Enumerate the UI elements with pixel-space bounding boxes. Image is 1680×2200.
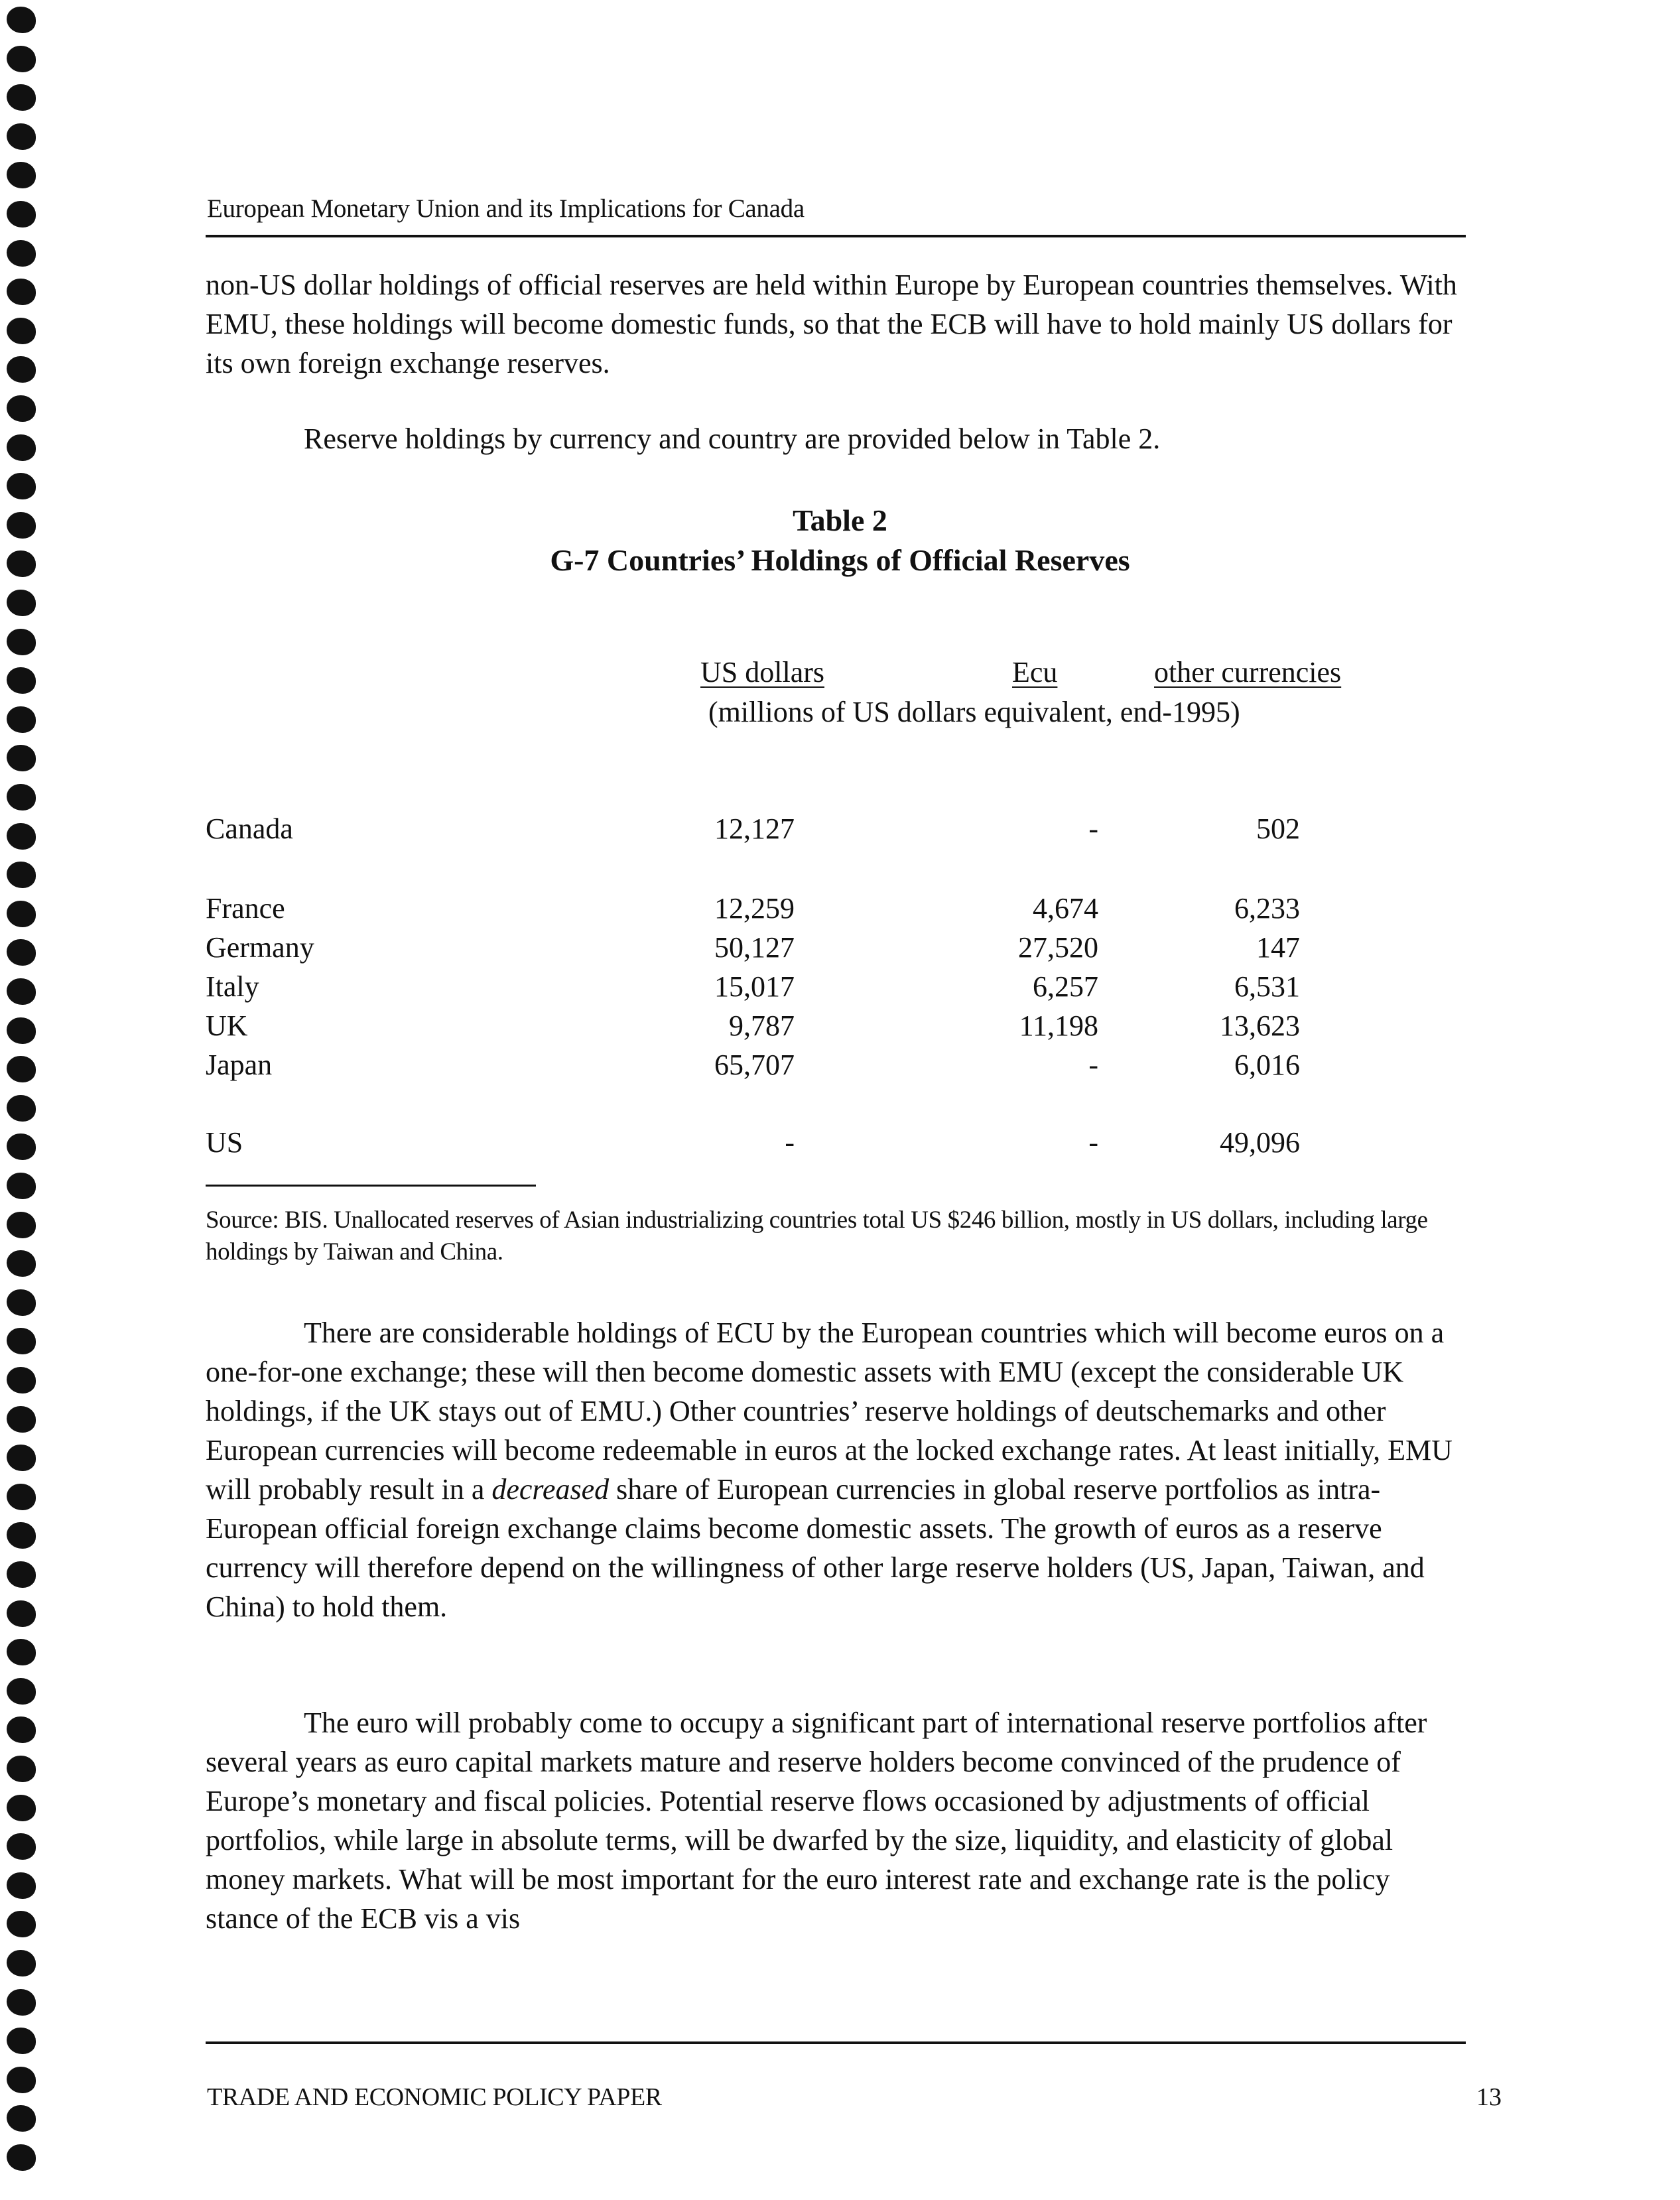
binding-hole [7, 395, 36, 422]
country-name: Italy [206, 970, 259, 1003]
column-header-us-dollars: US dollars [700, 656, 824, 688]
running-title: European Monetary Union and its Implications for Canada [207, 194, 805, 223]
ecu-value: 4,674 [1033, 892, 1098, 925]
usd-value: 12,127 [714, 812, 795, 845]
other-value: 13,623 [1220, 1009, 1300, 1042]
table-row [0, 891, 1680, 930]
usd-value: - [785, 1126, 795, 1159]
binding-hole [7, 745, 36, 771]
ecu-value: - [1088, 1126, 1098, 1159]
paragraph-euro-reserves [206, 1703, 1466, 1938]
usd-value: 12,259 [714, 892, 795, 925]
binding-hole [7, 1795, 36, 1821]
binding-hole [7, 1600, 36, 1627]
table-title: G-7 Countries’ Holdings of Official Reserves [550, 543, 1130, 577]
binding-hole [7, 706, 36, 733]
paragraph-text: The euro will probably come to occupy a significant part of international reserve portfolios after several years as euro capital markets mature and reserve holders become convinced of the prudence of Europe’s monetary and fiscal policies. Potential reserve flows occasioned by adjustments of official portfolios, while large in absolute terms, will be dwarfed by the size, liquidity, and elasticity of global money markets. What will be most important for the euro interest rate and exchange rate is the policy stance of the ECB vis a vis [206, 1707, 1427, 1935]
other-value: 502 [1256, 812, 1300, 845]
table-row [0, 1009, 1680, 1047]
binding-hole [7, 162, 36, 188]
binding-hole [7, 1250, 36, 1277]
binding-hole [7, 1950, 36, 1976]
binding-hole [7, 667, 36, 694]
binding-hole [7, 356, 36, 383]
usd-value: 65,707 [714, 1049, 795, 1081]
binding-hole [7, 1872, 36, 1899]
binding-hole [7, 279, 36, 305]
binding-hole [7, 1367, 36, 1393]
binding-hole [7, 318, 36, 344]
binding-hole [7, 1911, 36, 1937]
ecu-value: 6,257 [1033, 970, 1098, 1003]
binding-hole [7, 1212, 36, 1238]
usd-value: 9,787 [729, 1009, 795, 1042]
binding-hole [7, 2067, 36, 2093]
country-name: Japan [206, 1049, 273, 1081]
binding-hole [7, 1833, 36, 1860]
binding-hole [7, 862, 36, 888]
country-name: UK [206, 1009, 248, 1042]
country-name: US [206, 1126, 243, 1159]
ecu-value: 27,520 [1018, 931, 1098, 964]
table-row [0, 1048, 1680, 1086]
page-number: 13 [1476, 2083, 1502, 2111]
binding-hole [7, 1716, 36, 1743]
column-header-other-currencies: other currencies [1154, 656, 1342, 688]
binding-hole [7, 473, 36, 499]
table-row [0, 931, 1680, 969]
spiral-binding [4, 0, 44, 2200]
binding-hole [7, 434, 36, 461]
paragraph-text-a: There are considerable holdings of ECU by the European countries which will become euros on a one-for-one exchange; these will then become domestic assets with EMU (except the considerable UK holdings, if the UK stays out of EMU.) Other countries’ reserve holdings of deutschemarks and other European currencies will become redeemable in euros at the locked exchange rates. At least initially, EMU will probably result in a [206, 1317, 1453, 1506]
binding-hole [7, 1445, 36, 1471]
usd-value: 50,127 [714, 931, 795, 964]
binding-hole [7, 2105, 36, 2132]
ecu-value: - [1088, 1049, 1098, 1081]
other-value: 6,016 [1234, 1049, 1300, 1081]
column-header-ecu: Ecu [1012, 656, 1058, 688]
binding-hole [7, 2028, 36, 2054]
intro-paragraph [206, 419, 1466, 458]
ecu-value: - [1088, 812, 1098, 845]
source-rule [206, 1185, 536, 1187]
binding-hole [7, 1328, 36, 1354]
table-row [0, 970, 1680, 1008]
table-source-note: Source: BIS. Unallocated reserves of Asian industrializing countries total US $246 billion, mostly in US dollars, including large holdings by Taiwan and China. [206, 1206, 1428, 1265]
binding-hole [7, 84, 36, 111]
binding-hole [7, 1989, 36, 2016]
binding-hole [7, 1678, 36, 1705]
binding-hole [7, 1173, 36, 1199]
binding-hole [7, 590, 36, 616]
other-value: 6,531 [1234, 970, 1300, 1003]
binding-hole [7, 1756, 36, 1782]
header-rule [206, 235, 1466, 237]
binding-hole [7, 1289, 36, 1316]
binding-hole [7, 784, 36, 810]
usd-value: 15,017 [714, 970, 795, 1003]
footer-publication: TRADE AND ECONOMIC POLICY PAPER [207, 2083, 662, 2111]
binding-hole [7, 1561, 36, 1588]
country-name: Canada [206, 812, 293, 845]
binding-hole [7, 1095, 36, 1122]
binding-hole [7, 201, 36, 227]
ecu-value: 11,198 [1019, 1009, 1098, 1042]
binding-hole [7, 123, 36, 150]
binding-hole [7, 1484, 36, 1510]
emphasis-decreased: decreased [491, 1473, 610, 1506]
country-name: Germany [206, 931, 314, 964]
binding-hole [7, 1522, 36, 1549]
footer-rule [206, 2041, 1466, 2044]
other-value: 147 [1256, 931, 1300, 964]
paragraph-ecu-holdings [206, 1313, 1466, 1626]
binding-hole [7, 2144, 36, 2171]
other-value: 49,096 [1220, 1126, 1300, 1159]
paragraph-text-b: share of European currencies in global reserve portfolios as intra-European official foreign exchange claims become domestic assets. The growth of euros as a reserve currency will therefore depend on the willingness of other large reserve holders (US, Japan, Taiwan, and China) to hold them. [206, 1473, 1425, 1623]
binding-hole [7, 46, 36, 72]
intro-text: Reserve holdings by currency and country are provided below in Table 2. [304, 422, 1161, 455]
continuation-paragraph: non-US dollar holdings of official reserves are held within Europe by European countries themselves. With EMU, these holdings will become domestic funds, so that the ECB will have to hold mainly US dollars for its own foreign exchange reserves. [206, 269, 1457, 379]
binding-hole [7, 1639, 36, 1665]
table-number: Table 2 [793, 503, 887, 537]
binding-hole [7, 240, 36, 267]
binding-hole [7, 7, 36, 33]
country-name: France [206, 892, 285, 925]
other-value: 6,233 [1234, 892, 1300, 925]
table-row [0, 812, 1680, 850]
table-row [0, 1126, 1680, 1164]
binding-hole [7, 629, 36, 655]
binding-hole [7, 1406, 36, 1433]
table-units: (millions of US dollars equivalent, end-1995) [708, 696, 1240, 728]
